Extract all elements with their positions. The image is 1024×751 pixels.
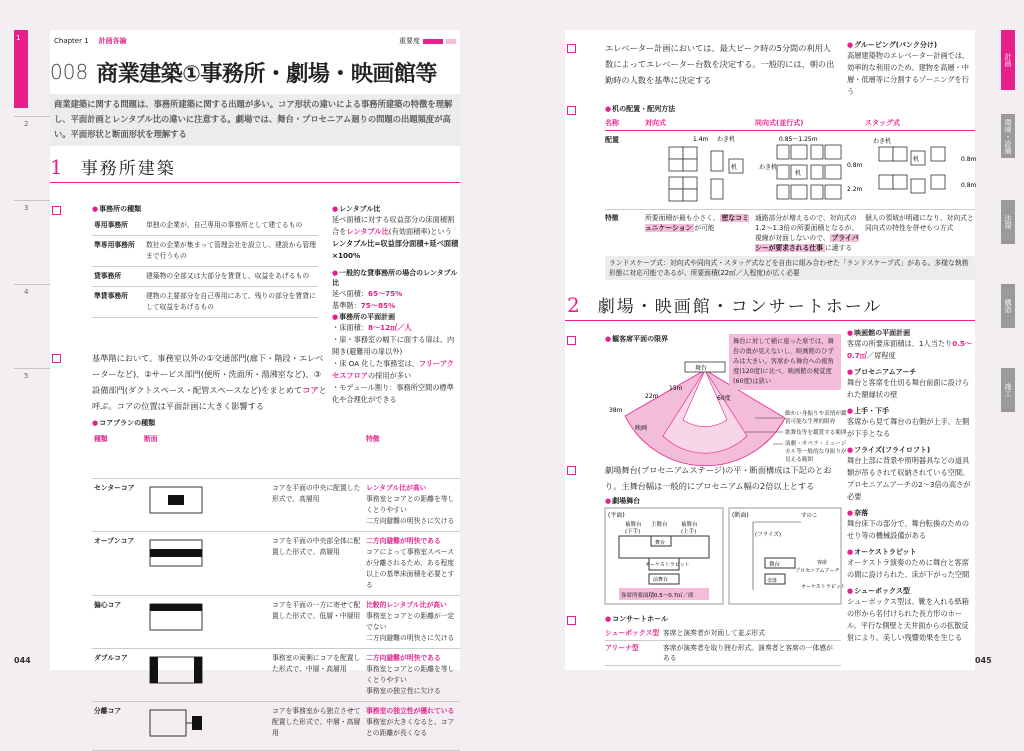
type-name: 専用事務所	[92, 216, 144, 236]
hall-desc: 客席と演奏者が対面して並ぶ形式	[663, 629, 765, 637]
svg-text:わき机: わき机	[717, 136, 736, 143]
theater-stage-diagram	[605, 508, 846, 604]
checkbox[interactable]	[52, 206, 61, 215]
side-note-label: ● シューボックス型	[847, 586, 973, 596]
svg-text:(平面): (平面)	[608, 512, 625, 519]
svg-text:わき机: わき机	[873, 138, 892, 145]
core-name: 分離コア	[92, 702, 142, 751]
side-note-text: 舞台と客席を仕切る舞台前面に設けられた額縁状の壁	[847, 378, 970, 399]
svg-text:すのこ: すのこ	[801, 513, 818, 519]
svg-text:38m: 38m	[609, 407, 623, 414]
table-row	[92, 532, 460, 596]
svg-text:0.8m: 0.8m	[847, 162, 863, 169]
side-note	[847, 586, 973, 644]
svg-text:前舞台: 前舞台	[653, 577, 669, 583]
rentable-block	[332, 204, 460, 406]
types-label: ● 事務所の種類	[92, 204, 141, 214]
row-header: 特徴	[605, 214, 619, 222]
margin-number: 5	[24, 372, 29, 380]
table-row	[92, 236, 318, 267]
desk-table	[605, 116, 975, 257]
type-desc: 建物の主要部分を自己専用にあて、残りの部分を賃貸にして収益をあげるもの	[144, 287, 318, 318]
side-note-text: 舞台上部に背景や照明器具などの道具類が吊るされて収納されている空間。プロセニアムアーチの2～3倍の高さが必要	[847, 456, 971, 501]
right-page	[565, 30, 975, 670]
core-plan-label: ● コアプランの種類	[92, 418, 155, 428]
rentable-text: 延べ面積に対する収益部分の床面積割合をレンタブル比(有効面積率)という	[332, 215, 455, 236]
svg-text:0.85～1.25m: 0.85～1.25m	[779, 136, 818, 143]
side-note-label: ● 上手・下手	[847, 406, 973, 416]
side-note-label: ● オーケストラピット	[847, 547, 973, 557]
margin-divider	[14, 368, 50, 369]
hall-desc: 客席が演奏者を取り囲む形式。演奏者と客席の一体感がある	[663, 644, 833, 662]
svg-text:0.8m: 0.8m	[961, 182, 977, 189]
svg-text:(断面): (断面)	[732, 512, 749, 519]
svg-text:0.8m: 0.8m	[961, 156, 977, 163]
svg-text:机: 机	[913, 156, 920, 163]
type-desc: 建築物の全部又は大部分を賃貸し、収益をあげるもの	[144, 267, 318, 287]
tab-regulations[interactable]: 法規	[1001, 200, 1015, 244]
core-desc: コアを平面の中央に配置した形式で、高層用	[270, 479, 364, 532]
table-row	[92, 287, 318, 318]
side-note-label: ● フライズ(フライロフト)	[847, 445, 973, 455]
svg-text:袖舞台: 袖舞台	[625, 522, 642, 528]
type-name: 貸事務所	[92, 267, 144, 287]
svg-text:主舞台: 主舞台	[651, 522, 668, 528]
view-label: ● 観客席平面の限界	[605, 334, 668, 344]
core-plan-glyph	[142, 596, 270, 649]
core-name: ダブルコア	[92, 649, 142, 702]
stagger-layout-diagram	[865, 131, 975, 209]
page-number-left: 044	[14, 656, 31, 665]
table-row	[92, 216, 318, 236]
landscape-note: ランドスケープ式：対向式や同向式・スタッグ式などを自由に組み合わせた「ランドスケープ式」がある。多様な執務形態に対応可能であるが、所要面積(22㎡／人程度)が広く必要	[605, 256, 975, 280]
section-rule	[565, 320, 975, 321]
svg-text:22m: 22m	[645, 393, 659, 400]
section-rule	[50, 182, 460, 183]
core-paragraph: 基準階において、事務室以外の①交通部門(廊下・階段・エレベーターなど)、②サービス部門(便所・洗面所・湯沸室など)、③設備部門(ダクトスペース・配管スペースなど)をまとめてコアと呼ぶ。コアの位置は平面計画に大きく影響する	[92, 353, 327, 411]
margin-divider	[14, 284, 50, 285]
svg-text:舞台: 舞台	[655, 540, 666, 546]
checkbox[interactable]	[567, 616, 576, 625]
desk-label: ● 机の配置・配列方法	[605, 104, 675, 114]
table-row	[605, 641, 841, 666]
parallel-feature: 通路部分が増えるので、対向式の1.2～1.3倍の所要面積となるが、視線が対面しないので、 プライバシーが要求される仕事 に適する	[755, 214, 859, 252]
svg-text:客席所要面積0.5～0.7㎡／席: 客席所要面積0.5～0.7㎡／席	[621, 593, 694, 599]
rentable2-label: ● 一般的な貸事務所の場合のレンタブル比	[332, 268, 460, 288]
checkbox[interactable]	[52, 354, 61, 363]
view-note: 演劇・オペラ・ミュージカル等一般的な身振りが見える範囲	[785, 441, 847, 463]
side-note	[847, 547, 973, 581]
stagger-feature: 個人の領域が明確になり、対向式と同向式の特性を併せもつ方式	[865, 214, 974, 232]
table-row	[92, 479, 460, 532]
concert-label: ● コンサートホール	[605, 614, 668, 624]
checkbox[interactable]	[567, 106, 576, 115]
core-desc: コアを平面の一方に寄せて配置した形式で、低層・中層用	[270, 596, 364, 649]
svg-text:オーケストラピット: オーケストラピット	[645, 562, 690, 568]
section-heading-2: 2 劇場・映画館・コンサートホール	[567, 293, 883, 317]
svg-text:60度: 60度	[717, 395, 731, 402]
core-features: 事務室の独立性が優れている 事務室が大きくなると、コアとの距離が長くなる	[364, 702, 460, 751]
svg-text:(フライズ): (フライズ)	[755, 532, 782, 538]
table-row	[92, 596, 460, 649]
svg-text:1.4m: 1.4m	[693, 136, 709, 143]
side-note	[847, 328, 973, 362]
col-header: 同向式(並行式)	[755, 119, 804, 127]
type-desc: 数社の企業が集まって管理会社を設立し、建設から管理まで行うもの	[144, 236, 318, 267]
core-plan-glyph	[142, 702, 270, 751]
side-note-label: ● プロセニアムアーチ	[847, 367, 973, 377]
table-row	[92, 649, 460, 702]
concert-hall-table	[605, 626, 841, 666]
svg-text:プロセニアムアーチ: プロセニアムアーチ	[795, 568, 840, 574]
page-number-right: 045	[975, 656, 992, 665]
side-note-text: 客席の所要床面積は、1人当たり0.5～0.7㎡／席程度	[847, 339, 973, 360]
col-header: スタッグ式	[865, 119, 900, 127]
svg-text:(上手): (上手)	[681, 529, 697, 535]
svg-text:わき机: わき机	[759, 164, 778, 171]
tab-structure[interactable]: 構造	[1001, 284, 1015, 328]
core-name: 偏心コア	[92, 596, 142, 649]
core-name: センターコア	[92, 479, 142, 532]
core-plan-glyph	[142, 479, 270, 532]
core-desc: コアを事務室から独立させて配置した形式で、中層・高層用	[270, 702, 364, 751]
margin-number: 2	[24, 120, 29, 128]
core-plan-table	[92, 430, 460, 751]
type-name: 準貸事務所	[92, 287, 144, 318]
checkbox[interactable]	[567, 336, 576, 345]
type-desc: 単独の企業が、自己専用の事務所として建てるもの	[144, 216, 318, 236]
tab-construction[interactable]: 施工	[1001, 368, 1015, 412]
grouping-note	[847, 40, 973, 98]
svg-text:袖舞台: 袖舞台	[681, 522, 698, 528]
list-item: ・モデュール割り：事務所空間の標準化や合理化ができる	[332, 383, 454, 404]
side-note-text: シューボックス型は、靴を入れる紙箱の形から名付けられた長方形のホール。平行な側壁と天井面からの拡散反射により、美しい残響効果を生じる	[847, 597, 969, 642]
office-types-table	[92, 216, 318, 318]
core-plan-glyph	[142, 532, 270, 596]
table-row	[92, 702, 460, 751]
core-desc: コアを平面の中央部全体に配置した形式で、高層用	[270, 532, 364, 596]
view-notes	[785, 410, 849, 467]
grouping-text: 高層建築物のエレベーター計画では、効率的な利用のため、建物を高層・中層・低層等に分割するゾーニングを行う	[847, 51, 970, 96]
side-note-text: 客席から見て舞台の右側が上手、左側が下手となる	[847, 417, 970, 438]
table-header: 種類 断面 特徴	[92, 430, 460, 479]
page-title: 008 商業建築①事務所・劇場・映画館等	[50, 60, 437, 87]
side-note-text: 舞台床下の部分で、舞台転換のためのせり等の機械設備がある	[847, 519, 970, 540]
rentable-formula: レンタブル比=収益部分面積÷延べ面積×100%	[332, 239, 459, 260]
core-features: 二方向避難が明快である 事務室とコアとの距離を等しくとりやすい 事務室の独立性に欠ける	[364, 649, 460, 702]
side-note-label: ● 映画館の平面計画	[847, 328, 973, 338]
elevator-paragraph: エレベーター計画においては、最大ピーク時の5分間の利用人数によってエレベーター台数を決定する。一般的には、朝の出勤時の人数を基準に決定する	[605, 43, 835, 85]
svg-text:客席: 客席	[817, 560, 828, 566]
left-page	[50, 30, 460, 737]
checkbox[interactable]	[567, 44, 576, 53]
side-note-label: ● 奈落	[847, 508, 973, 518]
col-header: 名称	[605, 119, 619, 127]
right-margin-index	[975, 30, 1015, 670]
side-note	[847, 367, 973, 401]
svg-text:机: 机	[731, 164, 738, 171]
side-note	[847, 445, 973, 503]
chapter-label: Chapter 1 計画各論	[54, 37, 127, 45]
plan-label: ● 事務所の平面計画	[332, 312, 460, 322]
left-margin-index	[14, 30, 50, 670]
face-to-face-feature: 所要面積が最も小さく、 密なコミュニケーション が可能	[645, 214, 749, 232]
hall-type: シューボックス型	[605, 629, 660, 637]
view-note: 細かい身振りや表情が鑑賞可能な生理的限界	[785, 411, 847, 425]
grouping-label: ● グルーピング(バンク分け)	[847, 40, 973, 50]
plan-list	[332, 322, 460, 406]
svg-text:2.2m: 2.2m	[847, 186, 863, 193]
rentable2-line: 基準階：75～85%	[332, 301, 396, 310]
parallel-layout-diagram	[755, 131, 865, 209]
side-notes	[847, 328, 973, 649]
core-features: 二方向避難が明快である コアによって事務室スペースが分離されるため、ある程度以上の基準床面積を必要とする	[364, 532, 460, 596]
proscenium-paragraph: 劇場舞台(プロセニアムステージ)の平・断面構成は下記のとおり。主舞台幅は一般的にプロセニアム幅の2倍以上とする	[605, 465, 832, 491]
view-note: 歌舞伎等を鑑賞する範囲	[785, 430, 847, 436]
core-features: レンタブル比が高い 事務室とコアとの距離を等しくとりやすい 二方向避難の明快さに欠ける	[364, 479, 460, 532]
margin-number: 1	[16, 34, 21, 42]
stage-label: ● 劇場舞台	[605, 496, 640, 506]
svg-text:オーケストラピット: オーケストラピット	[801, 584, 846, 590]
margin-number: 3	[24, 204, 29, 212]
svg-text:舞台: 舞台	[769, 562, 781, 568]
view-callout: 舞台に対して横に座った席では、舞台の奥が見えないし、映画館のひずみは大きい。客席から舞台への視角度(120度)に比べ、映画館の視覚度(60度)は狭い	[729, 334, 841, 390]
core-desc: 事務室の両側にコアを配置した形式で、中層・高層用	[270, 649, 364, 702]
col-header: 対向式	[645, 119, 666, 127]
side-note	[847, 406, 973, 440]
svg-text:15m: 15m	[669, 385, 683, 392]
margin-divider	[14, 200, 50, 201]
hall-type: アリーナ型	[605, 644, 639, 652]
core-name: オープンコア	[92, 532, 142, 596]
svg-text:机: 机	[795, 170, 802, 177]
margin-divider	[14, 116, 50, 117]
table-row	[92, 267, 318, 287]
list-item: ・床 OA 化した事務室は、フリーアクセスフロアの採用が多い	[332, 359, 454, 380]
svg-text:奈落: 奈落	[767, 578, 778, 584]
table-row	[605, 626, 841, 641]
side-note-text: オーケストラ演奏のために舞台と客席の間に設けられた、床が下がった空間	[847, 558, 970, 579]
svg-text:舞台: 舞台	[695, 365, 708, 372]
intro-box: 商業建築に関する問題は、事務所建築に関する出題が多い。コア形状の違いによる事務所建築の特徴を理解し、平面計画とレンタブル比の違いに注意する。劇場では、舞台・プロセニアム廻りの問題の出題頻度が高い。平面形状と断面形状を理解する	[50, 94, 460, 146]
svg-text:映画: 映画	[635, 425, 648, 432]
side-note	[847, 508, 973, 542]
rentable-label: ● レンタブル比	[332, 204, 460, 214]
row-header: 配置	[605, 136, 619, 144]
rentable2-line: 延べ面積：65～75%	[332, 289, 403, 298]
face-to-face-diagram	[645, 131, 755, 209]
type-name: 準専用事務所	[92, 236, 144, 267]
tab-environment[interactable]: 環境・設備	[1001, 114, 1015, 158]
importance-indicator: 重要度	[399, 36, 456, 46]
core-features: 比較的レンタブル比が高い 事務室とコアとの距離が一定でない 二方向避難の明快さに欠ける	[364, 596, 460, 649]
core-plan-glyph	[142, 649, 270, 702]
tab-planning[interactable]: 計画	[1001, 30, 1015, 90]
section-heading-1: 1 事務所建築	[50, 155, 176, 179]
list-item: ・扉・事務室の幅下に面する扉は、内開き(避難用の扉以外)	[332, 335, 455, 356]
checkbox[interactable]	[567, 466, 576, 475]
margin-number: 4	[24, 288, 29, 296]
svg-text:(下手): (下手)	[625, 529, 641, 535]
list-item: ・床面積：8～12㎡／人	[332, 323, 412, 332]
